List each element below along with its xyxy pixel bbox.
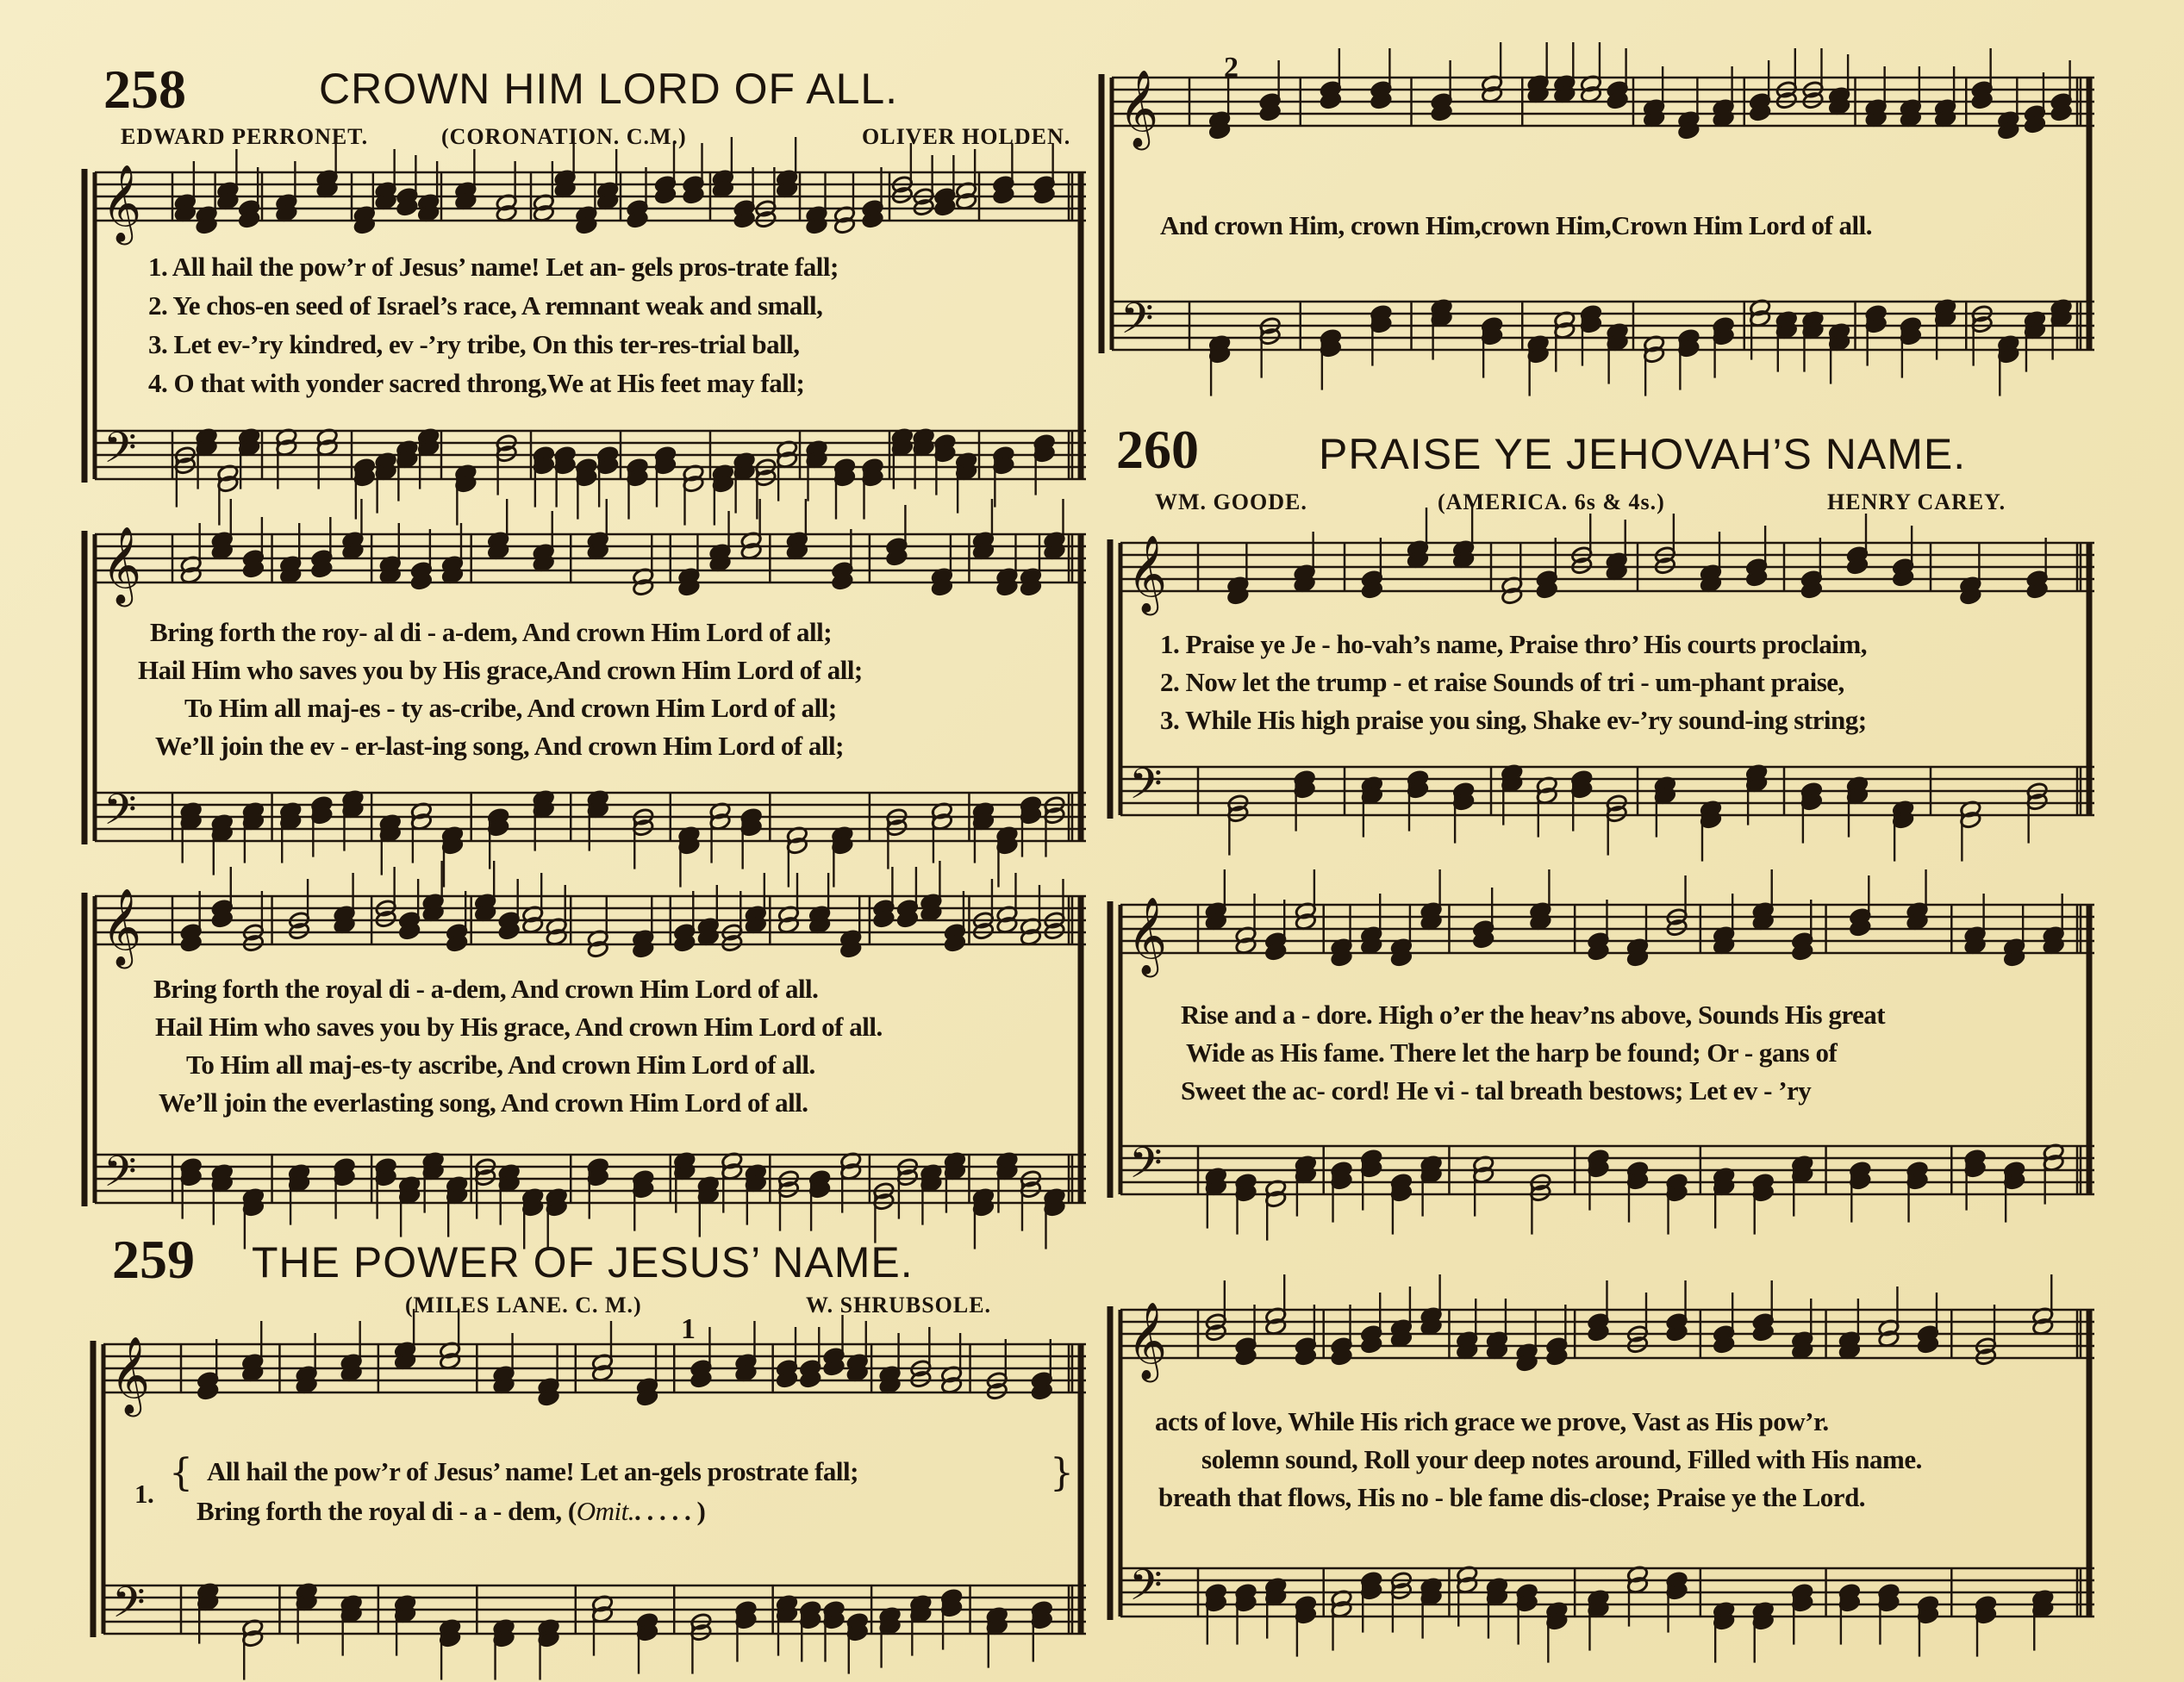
hymn-258-verse-3b: To Him all maj-es - ty as-cribe, And crown Him Lord of all;: [184, 693, 837, 723]
svg-text:𝄢: 𝄢: [1129, 1138, 1163, 1199]
hymn-258-verse-2a: 2. Ye chos-en seed of Israel’s race, A remnant weak and small,: [148, 290, 823, 321]
hymn-259-line-3: And crown Him, crown Him,crown Him,Crown Him Lord of all.: [1160, 210, 1873, 240]
svg-text:𝄞: 𝄞: [1127, 897, 1168, 975]
hymn-260-composer: HENRY CAREY.: [1827, 489, 2006, 514]
hymn-260-title: PRAISE YE JEHOVAH’S NAME.: [1319, 430, 1967, 478]
hymn-259-composer: W. SHRUBSOLE.: [806, 1293, 992, 1318]
hymn-260-tune: (AMERICA. 6s & 4s.): [1438, 489, 1665, 514]
hymn-259-tune: (MILES LANE. C. M.): [405, 1293, 642, 1318]
hymn-259-volta-2: 2: [1224, 52, 1239, 84]
svg-text:𝄢: 𝄢: [103, 423, 137, 483]
svg-text:𝄞: 𝄞: [110, 1336, 151, 1414]
hymn-258-verse-2b: Hail Him who saves you by His grace,And crown Him Lord of all;: [138, 655, 863, 685]
svg-text:𝄞: 𝄞: [102, 165, 142, 242]
hymn-258-composer: OLIVER HOLDEN.: [862, 124, 1071, 149]
hymn-258-verse-2c: Hail Him who saves you by His grace, And crown Him Lord of all.: [155, 1012, 883, 1042]
hymn-259-title: THE POWER OF JESUS’ NAME.: [252, 1238, 914, 1286]
hymn-258-verse-3c: To Him all maj-es-ty ascribe, And crown Him Lord of all.: [186, 1050, 815, 1080]
hymn-260-verse-3b: Sweet the ac- cord! He vi - tal breath bestows; Let ev - ’ry: [1181, 1075, 1812, 1106]
left-brace: {: [169, 1451, 193, 1495]
hymn-259-omit-mark: Omit.: [576, 1496, 634, 1526]
right-brace: }: [1050, 1451, 1074, 1495]
hymn-258-verse-1c: Bring forth the royal di - a-dem, And crown Him Lord of all.: [153, 974, 819, 1004]
hymn-258-title: CROWN HIM LORD OF ALL.: [319, 65, 899, 113]
hymn-258-verse-3a: 3. Let ev-’ry kindred, ev -’ry tribe, On this ter-res-trial ball,: [148, 329, 800, 359]
hymn-258-author: EDWARD PERRONET.: [121, 124, 369, 149]
hymn-259-line-2: [197, 1498, 705, 1524]
svg-text:𝄞: 𝄞: [102, 526, 142, 604]
hymn-258-verse-4a: 4. O that with yonder sacred throng,We at His feet may fall;: [148, 368, 805, 398]
hymn-258-verse-4b: We’ll join the ev - er-last-ing song, And crown Him Lord of all;: [155, 731, 844, 761]
svg-text:𝄢: 𝄢: [1129, 1561, 1163, 1621]
hymn-258-number: 258: [103, 59, 186, 120]
hymn-260-verse-2a: 2. Now let the trump - et raise Sounds of tri - um-phant praise,: [1160, 667, 1844, 697]
hymn-258-tune: (CORONATION. C.M.): [441, 124, 687, 149]
hymn-260-verse-2b: Wide as His fame. There let the harp be found; Or - gans of: [1186, 1037, 1838, 1068]
hymn-259-verse-number: 1.: [134, 1479, 154, 1509]
hymn-260-verse-3a: 3. While His high praise you sing, Shake ev-’ry sound-ing string;: [1160, 705, 1867, 735]
svg-text:𝄢: 𝄢: [103, 785, 137, 845]
hymn-260-verse-2c: solemn sound, Roll your deep notes around, Filled with His name.: [1201, 1444, 1922, 1474]
hymn-258-verse-4c: We’ll join the everlasting song, And crown Him Lord of all.: [159, 1087, 808, 1118]
svg-text:𝄢: 𝄢: [1129, 759, 1163, 819]
hymn-260-verse-1a: 1. Praise ye Je - ho-vah’s name, Praise thro’ His courts proclaim,: [1160, 629, 1867, 659]
svg-text:𝄢: 𝄢: [112, 1578, 146, 1638]
hymn-258-verse-1b: Bring forth the roy- al di - a-dem, And crown Him Lord of all;: [150, 617, 833, 647]
hymn-259-number: 259: [112, 1229, 195, 1290]
hymn-260-author: WM. GOODE.: [1155, 489, 1307, 514]
hymn-258-verse-1a: 1. All hail the pow’r of Jesus’ name! Let an- gels pros-trate fall;: [148, 252, 839, 282]
hymn-260-verse-3c: breath that flows, His no - ble fame dis-close; Praise ye the Lord.: [1158, 1482, 1866, 1512]
svg-text:𝄢: 𝄢: [1120, 294, 1154, 354]
hymn-260-verse-1b: Rise and a - dore. High o’er the heav’ns above, Sounds His great: [1181, 1000, 1886, 1030]
hymn-259-volta-1: 1: [681, 1313, 696, 1345]
hymn-260-verse-1c: acts of love, While His rich grace we prove, Vast as His pow’r.: [1155, 1406, 1829, 1436]
svg-text:𝄞: 𝄞: [1127, 1302, 1168, 1380]
hymn-259-line-2-text: Bring forth the royal di - a - dem, (: [197, 1496, 577, 1526]
hymn-259-omit-dots: . . . . . ): [633, 1496, 706, 1526]
hymn-259-line-1: All hail the pow’r of Jesus’ name! Let an-gels prostrate fall;: [207, 1456, 858, 1486]
hymn-260-number: 260: [1116, 419, 1199, 480]
svg-text:𝄞: 𝄞: [102, 888, 142, 966]
svg-text:𝄞: 𝄞: [1119, 70, 1159, 147]
svg-text:𝄞: 𝄞: [1127, 535, 1168, 613]
svg-text:𝄢: 𝄢: [103, 1147, 137, 1207]
